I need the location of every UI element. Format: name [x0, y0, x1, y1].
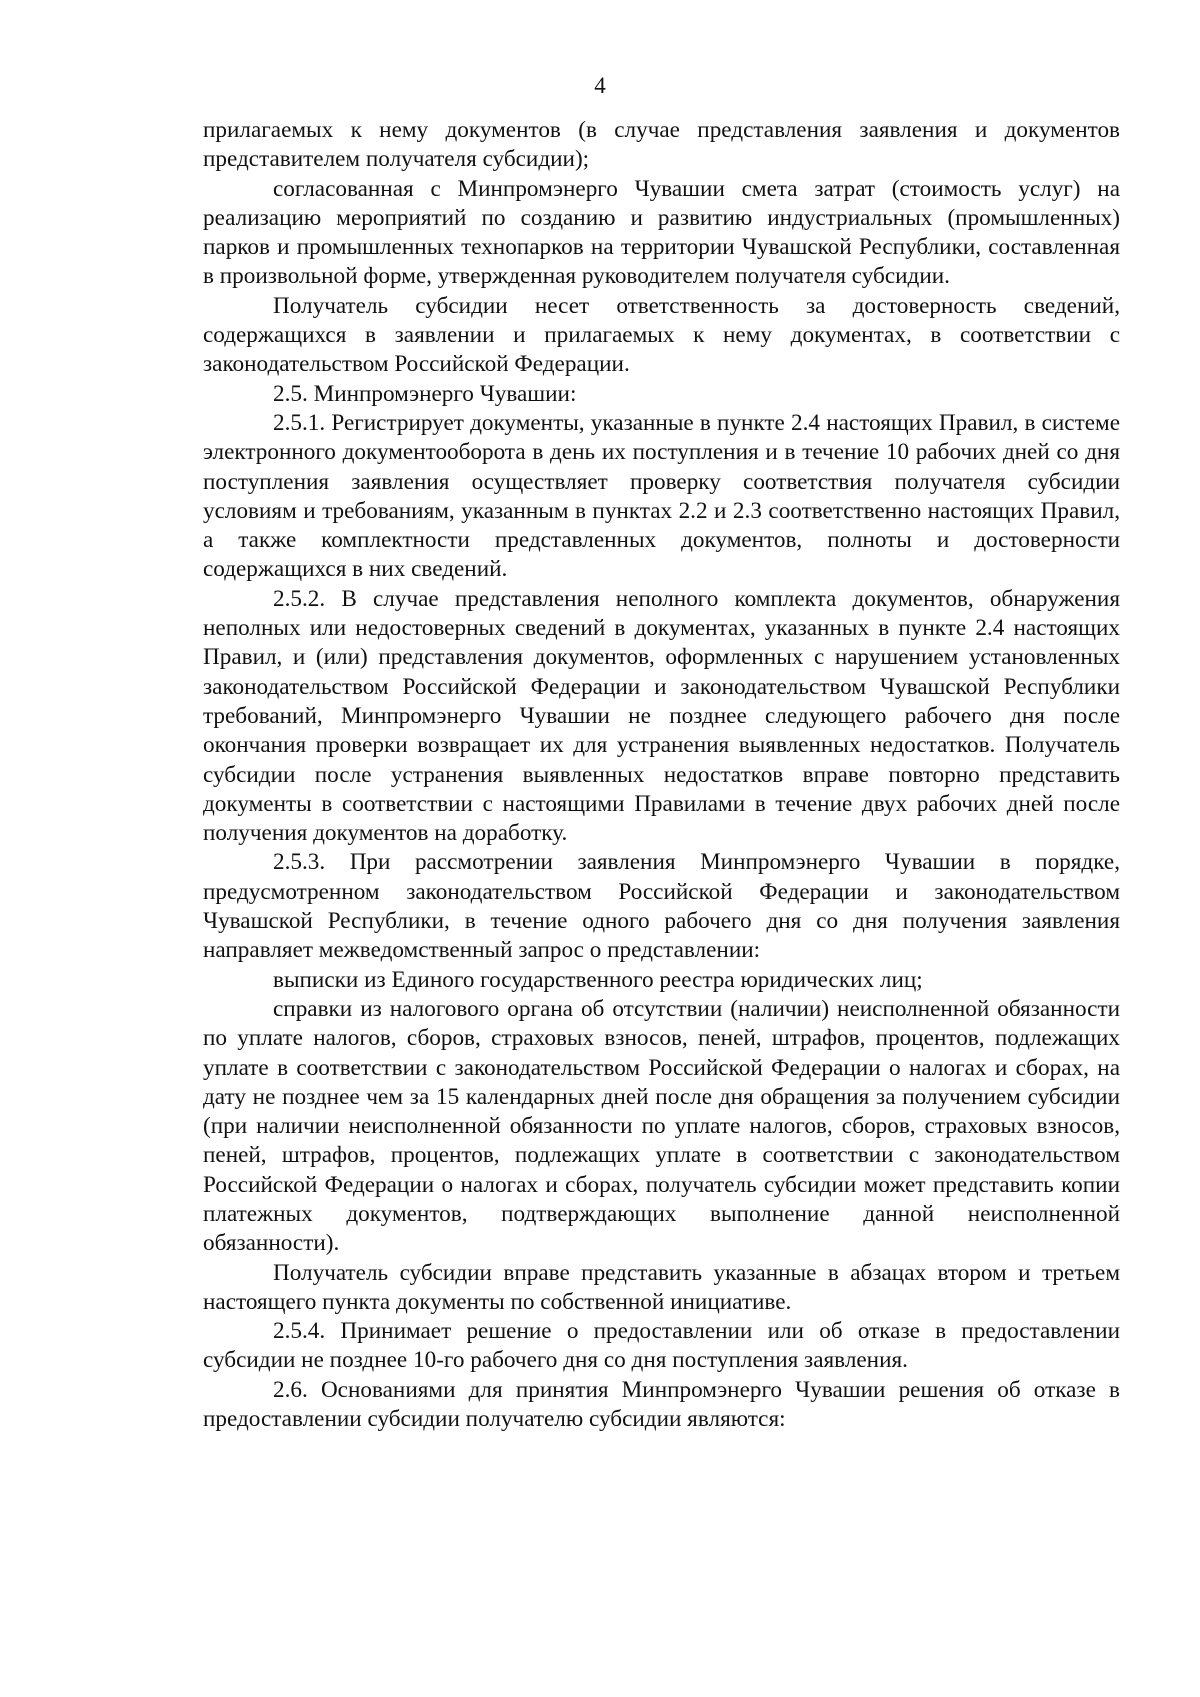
paragraph-responsibility: Получатель субсидии несет ответственность за достоверность сведений, содержащихся в заявлении и прилагаемых к нему документах, в соответствии с законодательством Российской Федерации.: [203, 292, 1120, 378]
paragraph-2-5-1: 2.5.1. Регистрирует документы, указанные в пункте 2.4 настоящих Правил, в системе электронного документооборота в день их поступления и в течение 10 рабочих дней со дня поступления заявления осуществляет проверку соответствия получателя субсидии условиям и требованиям, указанным в пунктах 2.2 и 2.3 соответственно настоящих Правил, а также комплектности представленных документов, полноты и достоверности содержащихся в них сведений.: [203, 409, 1120, 583]
paragraph-own-initiative: Получатель субсидии вправе представить указанные в абзацах втором и третьем настоящего пункта документы по собственной инициативе.: [203, 1259, 1120, 1315]
paragraph-cost-estimate: согласованная с Минпромэнерго Чувашии смета затрат (стоимость услуг) на реализацию мероприятий по созданию и развитию индустриальных (промышленных) парков и промышленных технопарков на территории Чувашской Республики, составленная в произвольной форме, утвержденная руководителем получателя субсидии.: [203, 175, 1120, 290]
page-number: 4: [594, 73, 606, 98]
paragraph-2-6: 2.6. Основаниями для принятия Минпромэнерго Чувашии решения об отказе в предоставлении субсидии получателю субсидии являются:: [203, 1376, 1120, 1433]
paragraph-2-5-4: 2.5.4. Принимает решение о предоставлении или об отказе в предоставлении субсидии не позднее 10-го рабочего дня со дня поступления заявления.: [203, 1318, 1120, 1374]
document-body: [203, 116, 1120, 1434]
paragraph-2-5-2: 2.5.2. В случае представления неполного комплекта документов, обнаружения неполных или недостоверных сведений в документах, указанных в пункте 2.4 настоящих Правил, и (или) представления документов, оформленных с нарушением установленных законодательством Российской Федерации и законодательством Чувашской Республики требований, Минпромэнерго Чувашии не позднее следующего рабочего дня после окончания проверки возвращает их для устранения выявленных недостатков. Получатель субсидии после устранения выявленных недостатков вправе повторно представить документы в соответствии с настоящими Правилами в течение двух рабочих дней после получения документов на доработку.: [203, 585, 1120, 847]
paragraph-continuation: прилагаемых к нему документов (в случае представления заявления и документов представителем получателя субсидии);: [203, 117, 1120, 173]
paragraph-2-5: 2.5. Минпромэнерго Чувашии:: [273, 380, 577, 407]
paragraph-2-5-3: 2.5.3. При рассмотрении заявления Минпромэнерго Чувашии в порядке, предусмотренном законодательством Российской Федерации и законодательством Чувашской Республики, в течение одного рабочего дня со дня получения заявления направляет межведомственный запрос о представлении:: [203, 849, 1120, 964]
paragraph-registry-extract: выписки из Единого государственного реестра юридических лиц;: [273, 966, 923, 993]
paragraph-tax-certificate: справки из налогового органа об отсутствии (наличии) неисполненной обязанности по уплате налогов, сборов, страховых взносов, пеней, штрафов, процентов, подлежащих уплате в соответствии с законодательством Российской Федерации о налогах и сборах, на дату не позднее чем за 15 календарных дней после дня обращения за получением субсидии (при наличии неисполненной обязанности по уплате налогов, сборов, страховых взносов, пеней, штрафов, процентов, подлежащих уплате в соответствии с законодательством Российской Федерации о налогах и сборах, получатель субсидии может представить копии платежных документов, подтверждающих выполнение данной неисполненной обязанности).: [203, 995, 1120, 1257]
